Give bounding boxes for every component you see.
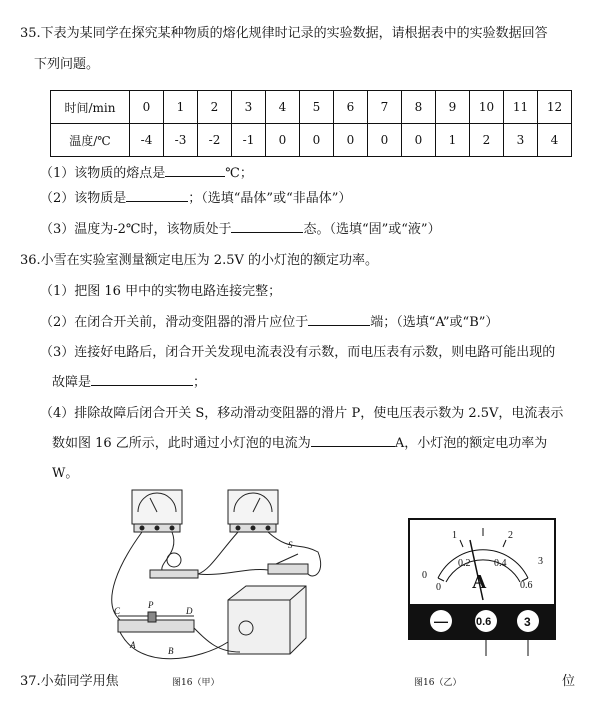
answer-blank-current[interactable] xyxy=(311,434,395,447)
power-supply-box xyxy=(228,586,306,654)
terminal-label: 0.6 xyxy=(476,616,492,628)
q36-sub2-hint: 端；（选填“A”或“B”） xyxy=(370,315,499,330)
time-cell: 7 xyxy=(368,91,402,124)
wire xyxy=(120,632,228,659)
answer-blank-substance-type[interactable] xyxy=(126,189,188,202)
temp-cell: 4 xyxy=(538,124,572,157)
terminal-label: 3 xyxy=(524,615,531,629)
terminal-3 xyxy=(517,610,539,632)
time-cell: 3 xyxy=(232,91,266,124)
table-row-temp xyxy=(51,124,572,157)
q36-line1: 36.小雪在实验室测量额定电压为 2.5V 的小灯泡的额定功率。 xyxy=(20,253,379,268)
scale-label: 0 xyxy=(436,582,441,593)
temp-cell: 1 xyxy=(436,124,470,157)
q36-sub4-text2: A，小灯泡的额定电功率为 xyxy=(394,436,548,451)
q35-sub2 xyxy=(40,187,351,206)
temp-cell: 0 xyxy=(368,124,402,157)
q35-sub1 xyxy=(40,162,253,181)
time-cell: 6 xyxy=(334,91,368,124)
q36-sub2-text: （2）在闭合开关前，滑动变阻器的滑片应位于 xyxy=(40,315,309,330)
time-cell: 9 xyxy=(436,91,470,124)
label-C: C xyxy=(114,606,121,616)
answer-blank-slider-position[interactable] xyxy=(308,313,370,326)
time-cell: 8 xyxy=(402,91,436,124)
figure-16a-circuit xyxy=(100,482,340,672)
q35-sub2-text: （2）该物质是 xyxy=(40,191,127,206)
voltmeter-device xyxy=(228,490,278,532)
q35-line2: 下列问题。 xyxy=(34,57,100,72)
unit-label: A xyxy=(472,571,487,593)
temp-cell: -3 xyxy=(164,124,198,157)
terminal-label: — xyxy=(434,613,448,629)
answer-blank-state[interactable] xyxy=(231,220,303,233)
q36-sub3-text: 故障是 xyxy=(52,375,92,390)
q36-sub4-line3 xyxy=(52,462,78,481)
row-header-temp: 温度/℃ xyxy=(51,124,130,157)
answer-blank-fault[interactable] xyxy=(91,373,193,386)
scale-label: 0.4 xyxy=(494,558,507,569)
q35-sub3-hint: 态。（选填“固”或“液”） xyxy=(303,222,441,237)
figure-16b-ammeter xyxy=(408,518,558,658)
q37-end: 位 xyxy=(562,674,576,689)
time-cell: 2 xyxy=(198,91,232,124)
wire xyxy=(198,532,238,574)
label-A: A xyxy=(130,640,136,650)
q36-sub4-line2 xyxy=(52,432,547,451)
table-row-time xyxy=(51,91,572,124)
temp-cell: 2 xyxy=(470,124,504,157)
q36-sub2 xyxy=(40,311,498,330)
figure-16a-caption: 图16（甲） xyxy=(172,678,220,688)
q36-sub4-text: 数如图 16 乙所示，此时通过小灯泡的电流为 xyxy=(52,436,311,451)
row-header-time: 时间/min xyxy=(51,91,130,124)
label-D: D xyxy=(186,606,193,616)
bulb-icon xyxy=(150,553,198,578)
temp-cell: 0 xyxy=(266,124,300,157)
q35-line1: 35.下表为某同学在探究某种物质的熔化规律时记录的实验数据，请根据表中的实验数据回答 xyxy=(20,26,548,41)
time-cell: 0 xyxy=(130,91,164,124)
scale-label: 1 xyxy=(452,530,457,541)
melting-data-table xyxy=(50,90,572,157)
q35-sub2-hint: ；（选填“晶体”或“非晶体”） xyxy=(188,191,352,206)
temp-cell: 3 xyxy=(504,124,538,157)
temp-cell: 0 xyxy=(334,124,368,157)
temp-cell: 0 xyxy=(402,124,436,157)
answer-blank-melting-point[interactable] xyxy=(165,164,225,177)
time-cell: 5 xyxy=(300,91,334,124)
label-B: B xyxy=(168,646,174,656)
time-cell: 10 xyxy=(470,91,504,124)
label-S: S xyxy=(288,540,293,550)
time-cell: 11 xyxy=(504,91,538,124)
switch-icon xyxy=(268,554,308,574)
q37-start: 37.小茹同学用焦 xyxy=(20,674,119,689)
ammeter-device xyxy=(132,490,182,532)
q36-sub3-line1: （3）连接好电路后，闭合开关发现电流表没有示数，而电压表有示数，则电路可能出现的 xyxy=(40,345,556,360)
rheostat-device xyxy=(118,612,194,632)
q36-sub3-end: ； xyxy=(193,375,207,390)
figure-16b-caption: 图16（乙） xyxy=(414,678,462,688)
q35-sub3-text: （3）温度为-2℃时，该物质处于 xyxy=(40,222,232,237)
q35-sub1-unit: ℃； xyxy=(225,166,253,181)
time-cell: 4 xyxy=(266,91,300,124)
scale-label: 0.2 xyxy=(458,558,471,569)
temp-cell: 0 xyxy=(300,124,334,157)
time-cell: 12 xyxy=(538,91,572,124)
q35-sub1-text: （1）该物质的熔点是 xyxy=(40,166,166,181)
temp-cell: -2 xyxy=(198,124,232,157)
q36-sub4-line1: （4）排除故障后闭合开关 S，移动滑动变阻器的滑片 P，使电压表示数为 2.5V，电流表示 xyxy=(40,406,564,421)
q36-sub1: （1）把图 16 甲中的实物电路连接完整； xyxy=(40,284,282,299)
scale-label: 0 xyxy=(422,570,427,581)
q36-sub4-unit: W。 xyxy=(52,466,79,481)
wire xyxy=(198,569,268,574)
temp-cell: -1 xyxy=(232,124,266,157)
temp-cell: -4 xyxy=(130,124,164,157)
scale-label: 2 xyxy=(508,530,513,541)
time-cell: 1 xyxy=(164,91,198,124)
q35-sub3 xyxy=(40,218,441,237)
q36-sub3-line2 xyxy=(52,371,206,390)
scale-label: 0.6 xyxy=(520,580,533,591)
terminal-0.6 xyxy=(475,610,497,632)
terminal-negative xyxy=(430,610,452,632)
scale-label: 3 xyxy=(538,556,543,567)
label-P: P xyxy=(148,600,154,610)
